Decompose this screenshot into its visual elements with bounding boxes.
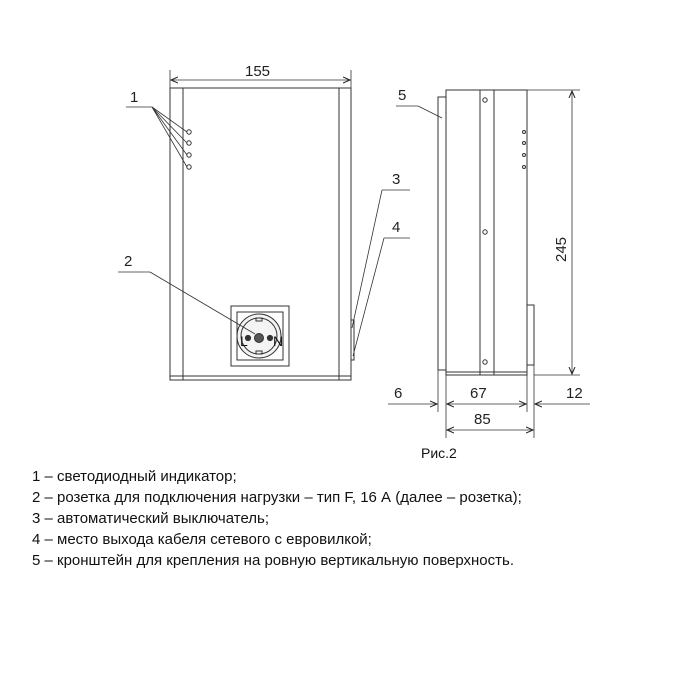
callout-5-leader bbox=[396, 106, 442, 118]
dimension-label-155: 155 bbox=[245, 63, 271, 80]
front-view bbox=[170, 88, 354, 380]
legend-item: 4 – место выхода кабеля сетевого с евровилкой; bbox=[32, 531, 372, 548]
mounting-bracket bbox=[438, 97, 446, 370]
callout-4: 4 bbox=[392, 219, 401, 236]
side-view bbox=[438, 90, 534, 375]
figure-caption: Рис.2 bbox=[421, 445, 457, 461]
callout-2: 2 bbox=[124, 253, 133, 270]
socket-mark-right: N bbox=[273, 333, 284, 349]
legend-item: 5 – кронштейн для крепления на ровную вертикальную поверхность. bbox=[32, 552, 514, 569]
legend-item: 3 – автоматический выключатель; bbox=[32, 510, 270, 527]
callout-3-leader bbox=[352, 190, 410, 328]
dimension-label-85: 85 bbox=[474, 411, 491, 428]
dimension-label-12: 12 bbox=[566, 385, 583, 402]
dimension-label-245: 245 bbox=[553, 236, 570, 262]
dimension-height bbox=[527, 90, 580, 375]
dimension-label-67: 67 bbox=[470, 385, 487, 402]
legend-list bbox=[32, 466, 682, 571]
side-body-outline bbox=[446, 90, 527, 375]
legend-item: 1 – светодиодный индикатор; bbox=[32, 468, 237, 485]
dimension-label-6: 6 bbox=[394, 385, 403, 402]
callout-4-leader bbox=[353, 238, 410, 356]
legend-item: 2 – розетка для подключения нагрузки – тип F, 16 А (далее – розетка); bbox=[32, 489, 522, 506]
callout-5: 5 bbox=[398, 87, 407, 104]
socket-mark-left: L bbox=[240, 333, 248, 349]
callout-1: 1 bbox=[130, 89, 139, 106]
callout-3: 3 bbox=[392, 171, 401, 188]
